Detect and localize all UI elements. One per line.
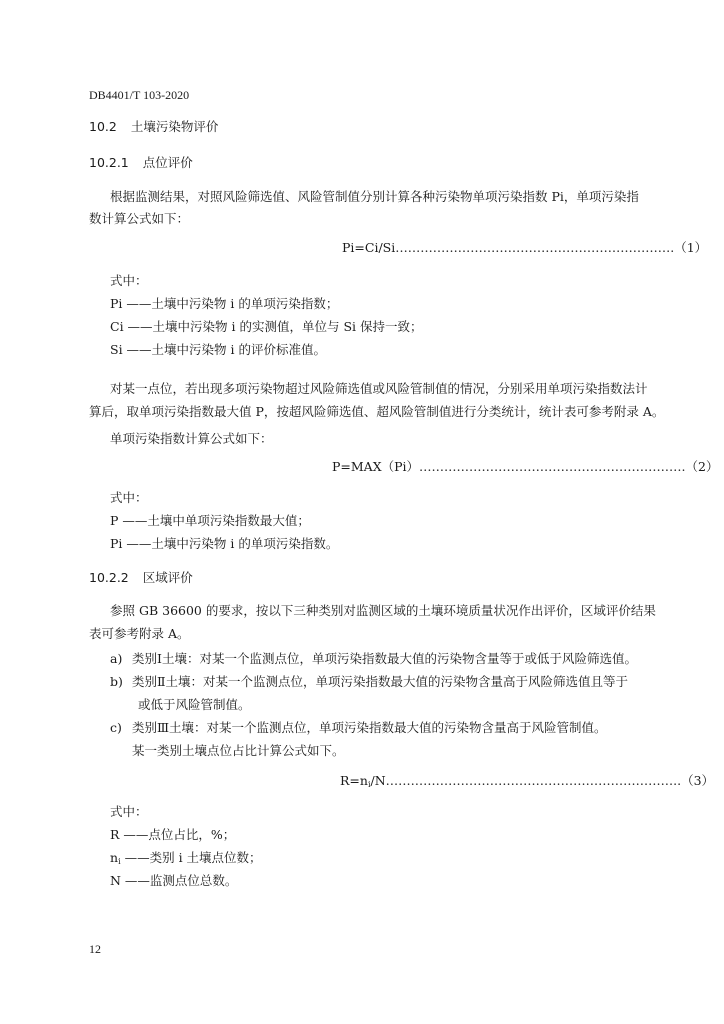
paragraph-line: 根据监测结果，对照风险筛选值、风险管制值分别计算各种污染物单项污染指数 Pi，单项污染指 xyxy=(110,189,639,204)
list-item xyxy=(110,720,607,736)
definition-part: n xyxy=(110,850,119,865)
list-text: 类别Ⅲ土壤：对某一个监测点位，单项污染指数最大值的污染物含量高于风险管制值。 xyxy=(132,720,607,735)
definition-line: N ——监测点位总数。 xyxy=(110,873,238,888)
list-text: 类别Ⅰ土壤：对某一个监测点位，单项污染指数最大值的污染物含量等于或低于风险筛选值。 xyxy=(132,651,637,666)
section-heading xyxy=(89,119,218,135)
subsection-number: 10.2.2 xyxy=(89,570,129,585)
definition-line: Pi ——土壤中污染物 i 的单项污染指数。 xyxy=(110,536,339,551)
document-number: DB4401/T 103-2020 xyxy=(89,88,190,102)
paragraph-line: 单项污染指数计算公式如下： xyxy=(110,431,273,446)
list-item xyxy=(110,674,628,690)
list-marker: a) xyxy=(110,651,123,666)
paragraph-line: 表可参考附录 A。 xyxy=(89,626,190,641)
subsection-title: 区域评价 xyxy=(142,570,193,585)
formula-part: R=n xyxy=(340,773,368,788)
where-label: 式中： xyxy=(110,273,148,288)
paragraph-line: 参照 GB 36600 的要求，按以下三种类别对监测区域的土壤环境质量状况作出评价，区域评价结果 xyxy=(110,603,656,618)
formula-subscript: i xyxy=(367,780,371,789)
subsection-title: 点位评价 xyxy=(142,155,193,170)
subsection-heading-point xyxy=(89,155,193,171)
formula-3 xyxy=(340,773,714,789)
formula-2: P=MAX（Pi）……………………………………………………….（2） xyxy=(332,459,719,474)
definition-line: R ——点位占比，%； xyxy=(110,827,236,842)
definition-subscript: i xyxy=(118,857,121,866)
paragraph-line: 某一类别土壤点位占比计算公式如下。 xyxy=(132,743,345,758)
definition-line: Ci ——土壤中污染物 i 的实测值，单位与 Si 保持一致； xyxy=(110,319,423,334)
subsection-number: 10.2.1 xyxy=(89,155,129,170)
section-number: 10.2 xyxy=(89,119,117,134)
section-title: 土壤污染物评价 xyxy=(130,119,219,134)
subsection-heading-region xyxy=(89,570,193,586)
formula-part: /N……………………………………………………………..（3） xyxy=(370,773,715,788)
list-item xyxy=(110,651,637,667)
definition-part: ——类别 i 土壤点位数； xyxy=(120,850,262,865)
definition-line: Pi ——土壤中污染物 i 的单项污染指数； xyxy=(110,296,339,311)
paragraph-line: 算后，取单项污染指数最大值 P，按超风险筛选值、超风险管制值进行分类统计，统计表可参考附录 A。 xyxy=(89,404,665,419)
paragraph-line: 对某一点位，若出现多项污染物超过风险筛选值或风险管制值的情况，分别采用单项污染指数法计 xyxy=(110,381,648,396)
page-number: 12 xyxy=(89,942,101,956)
where-label: 式中： xyxy=(110,490,148,505)
list-marker: b) xyxy=(110,674,123,689)
list-text: 类别Ⅱ土壤：对某一个监测点位，单项污染指数最大值的污染物含量高于风险筛选值且等于 xyxy=(132,674,628,689)
definition-line xyxy=(110,850,262,866)
list-marker: c) xyxy=(110,720,122,735)
list-text-continued: 或低于风险管制值。 xyxy=(138,697,251,712)
definition-line: P ——土壤中单项污染指数最大值； xyxy=(110,513,310,528)
paragraph-line: 数计算公式如下： xyxy=(89,211,190,226)
definition-line: Si ——土壤中污染物 i 的评价标准值。 xyxy=(110,342,326,357)
where-label: 式中： xyxy=(110,804,148,819)
formula-1: Pi=Ci/Si………………………………………………………….（1） xyxy=(342,240,708,255)
